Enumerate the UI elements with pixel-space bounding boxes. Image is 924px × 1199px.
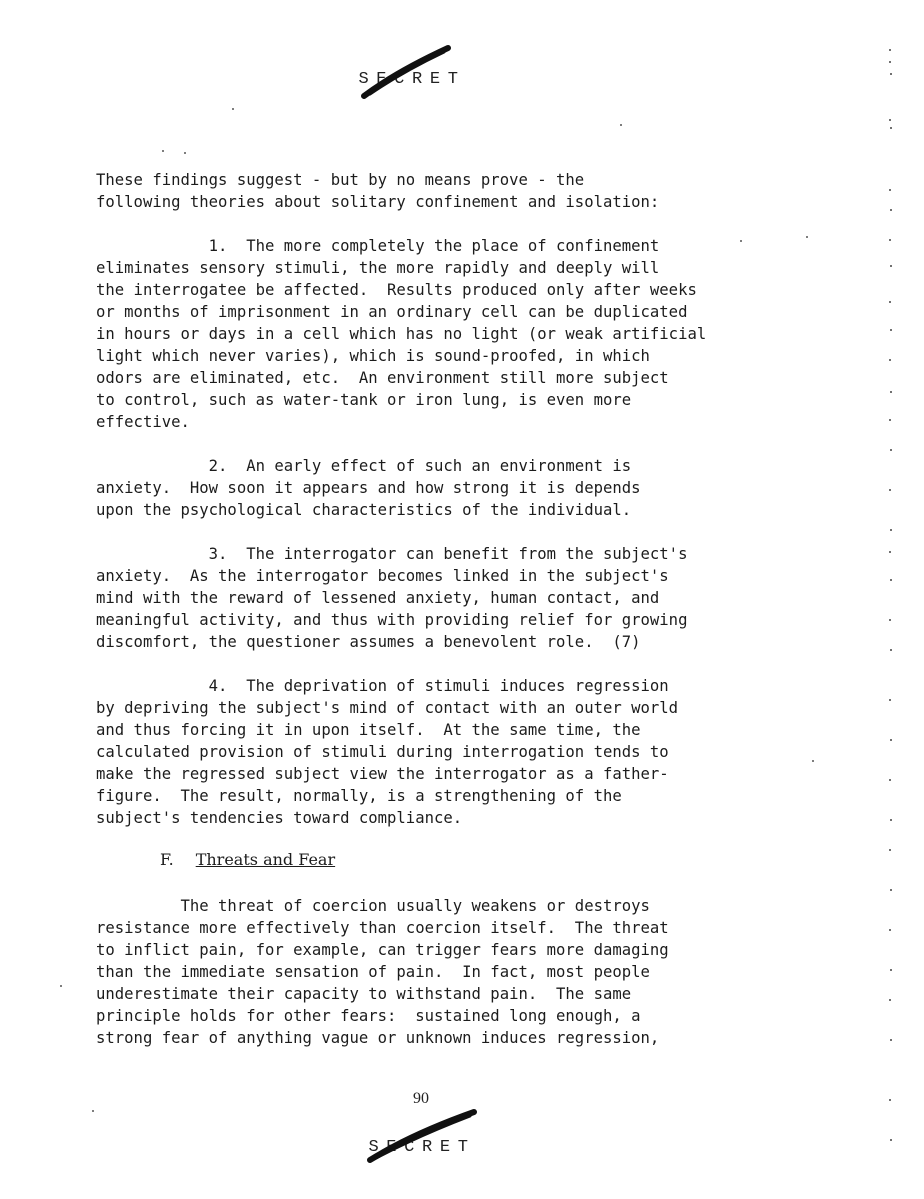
item-line: 1. The more completely the place of confinement (96, 237, 660, 255)
intro-line: These findings suggest - but by no means prove - the (96, 171, 585, 189)
item-line: eliminates sensory stimuli, the more rapidly and deeply will (96, 259, 660, 277)
scan-speck (812, 760, 814, 762)
theory-item-1 (96, 235, 756, 433)
item-line: 3. The interrogator can benefit from the subject's (96, 545, 688, 563)
item-line: discomfort, the questioner assumes a benevolent role. (7) (96, 633, 641, 651)
scan-speck (620, 124, 622, 126)
scan-speck (184, 152, 186, 154)
item-line: 2. An early effect of such an environment is (96, 457, 632, 475)
item-line: anxiety. As the interrogator becomes linked in the subject's (96, 567, 669, 585)
item-line: make the regressed subject view the interrogator as a father- (96, 765, 669, 783)
item-line: to control, such as water-tank or iron lung, is even more (96, 391, 632, 409)
redaction-stroke-bottom (362, 1106, 482, 1166)
section-heading (160, 850, 335, 869)
body-line: than the immediate sensation of pain. In fact, most people (96, 963, 650, 981)
item-line: by depriving the subject's mind of contact with an outer world (96, 699, 679, 717)
intro-paragraph (96, 169, 756, 213)
body-line: underestimate their capacity to withstand pain. The same (96, 985, 632, 1003)
item-line: odors are eliminated, etc. An environment still more subject (96, 369, 669, 387)
body-line: to inflict pain, for example, can trigger fears more damaging (96, 941, 669, 959)
section-body-paragraph (96, 895, 756, 1049)
page-number: 90 (413, 1090, 429, 1107)
item-line: meaningful activity, and thus with providing relief for growing (96, 611, 688, 629)
scan-speck (162, 150, 164, 152)
item-line: figure. The result, normally, is a strengthening of the (96, 787, 622, 805)
item-line: anxiety. How soon it appears and how strong it is depends (96, 479, 641, 497)
item-line: in hours or days in a cell which has no light (or weak artificial (96, 325, 707, 343)
item-line: and thus forcing it in upon itself. At the same time, the (96, 721, 641, 739)
scan-speck (60, 985, 62, 987)
scan-edge-marks (884, 40, 898, 1160)
body-line: principle holds for other fears: sustained long enough, a (96, 1007, 641, 1025)
classification-marking-top: SECRET (358, 70, 466, 89)
section-title: Threats and Fear (195, 850, 336, 869)
scan-speck (232, 108, 234, 110)
section-letter: F. (160, 850, 174, 869)
item-line: mind with the reward of lessened anxiety, human contact, and (96, 589, 660, 607)
intro-line: following theories about solitary confinement and isolation: (96, 193, 660, 211)
theory-item-3 (96, 543, 756, 653)
item-line: or months of imprisonment in an ordinary cell can be duplicated (96, 303, 688, 321)
body-line: The threat of coercion usually weakens or destroys (96, 897, 650, 915)
item-line: the interrogatee be affected. Results produced only after weeks (96, 281, 697, 299)
classification-marking-bottom: SECRET (368, 1138, 476, 1157)
scan-speck (740, 240, 742, 242)
item-line: light which never varies), which is sound-proofed, in which (96, 347, 650, 365)
item-line: 4. The deprivation of stimuli induces regression (96, 677, 669, 695)
item-line: effective. (96, 413, 190, 431)
body-line: resistance more effectively than coercion itself. The threat (96, 919, 669, 937)
scan-speck (92, 1110, 94, 1112)
theory-item-4 (96, 675, 756, 829)
theory-item-2 (96, 455, 756, 521)
item-line: subject's tendencies toward compliance. (96, 809, 463, 827)
item-line: calculated provision of stimuli during interrogation tends to (96, 743, 669, 761)
body-line: strong fear of anything vague or unknown induces regression, (96, 1029, 660, 1047)
scan-speck (806, 236, 808, 238)
item-line: upon the psychological characteristics of the individual. (96, 501, 632, 519)
